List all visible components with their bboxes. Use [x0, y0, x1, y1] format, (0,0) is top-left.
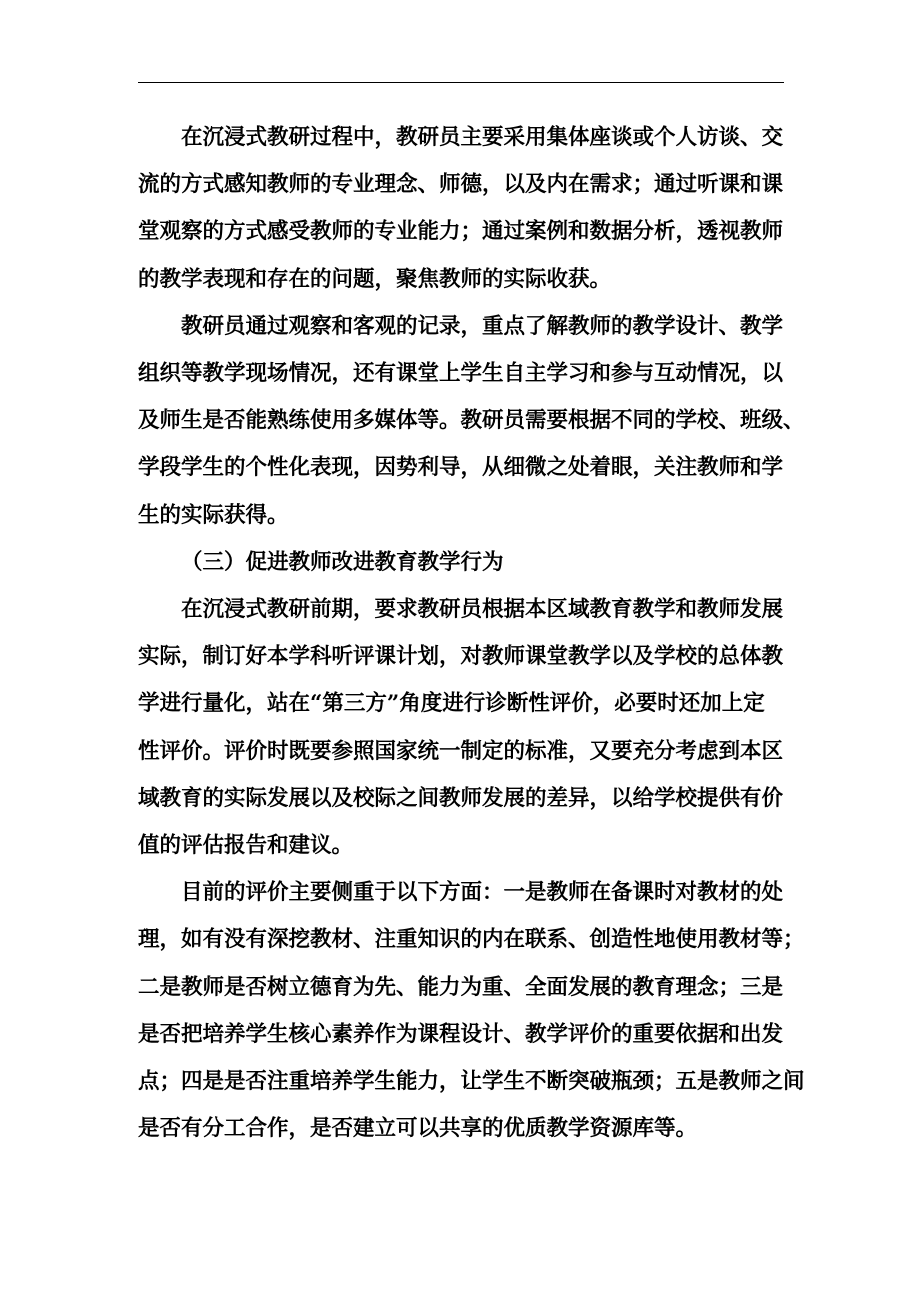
- text-line: 实际，制订好本学科听评课计划，对教师课堂教学以及学校的总体教: [138, 644, 784, 670]
- heading-text: （三）促进教师改进教育教学行为: [181, 549, 504, 575]
- paragraph-4: [138, 869, 805, 1152]
- paragraph-2: [138, 303, 805, 539]
- text-line: 性评价。评价时既要参照国家统一制定的标准，又要充分考虑到本区: [138, 738, 784, 764]
- text-line: 理，如有没有深挖教材、注重知识的内在联系、创造性地使用教材等；: [138, 927, 805, 953]
- text-line: 教研员通过观察和客观的记录，重点了解教师的教学设计、教学: [181, 313, 784, 339]
- text-line: 二是教师是否树立德育为先、能力为重、全面发展的教育理念；三是: [138, 974, 784, 1000]
- text-line: 是否把培养学生核心素养作为课程设计、教学评价的重要依据和出发: [138, 1021, 784, 1047]
- text-line: 值的评估报告和建议。: [138, 833, 354, 859]
- text-line: 学段学生的个性化表现，因势利导，从细微之处着眼，关注教师和学: [138, 455, 784, 481]
- text-line: 点；四是是否注重培养学生能力，让学生不断突破瓶颈；五是教师之间: [138, 1069, 805, 1095]
- paragraph-3: [138, 586, 788, 869]
- text-line: 是否有分工合作，是否建立可以共享的优质教学资源库等。: [138, 1116, 698, 1142]
- text-line: 在沉浸式教研过程中，教研员主要采用集体座谈或个人访谈、交: [181, 125, 784, 150]
- text-line: 组织等教学现场情况，还有课堂上学生自主学习和参与互动情况，以: [138, 361, 784, 387]
- text-line: 流的方式感知教师的专业理念、师德，以及内在需求；通过听课和课: [138, 172, 784, 198]
- text-line: 域教育的实际发展以及校际之间教师发展的差异，以给学校提供有价: [138, 785, 784, 811]
- text-line: 及师生是否能熟练使用多媒体等。教研员需要根据不同的学校、班级、: [138, 408, 805, 434]
- text-line: 目前的评价主要侧重于以下方面：一是教师在备课时对教材的处: [181, 880, 784, 906]
- text-line: 学进行量化，站在“第三方”角度进行诊断性评价，必要时还加上定: [138, 691, 765, 717]
- text-line: 生的实际获得。: [138, 502, 289, 528]
- header-rule: [138, 82, 784, 83]
- paragraph-1: [138, 114, 788, 303]
- text-line: 堂观察的方式感受教师的专业能力；通过案例和数据分析，透视教师: [138, 219, 784, 245]
- text-line: 在沉浸式教研前期，要求教研员根据本区域教育教学和教师发展: [181, 597, 784, 623]
- section-heading: [138, 539, 788, 586]
- document-body: [138, 114, 805, 1152]
- text-line: 的教学表现和存在的问题，聚焦教师的实际收获。: [138, 266, 612, 292]
